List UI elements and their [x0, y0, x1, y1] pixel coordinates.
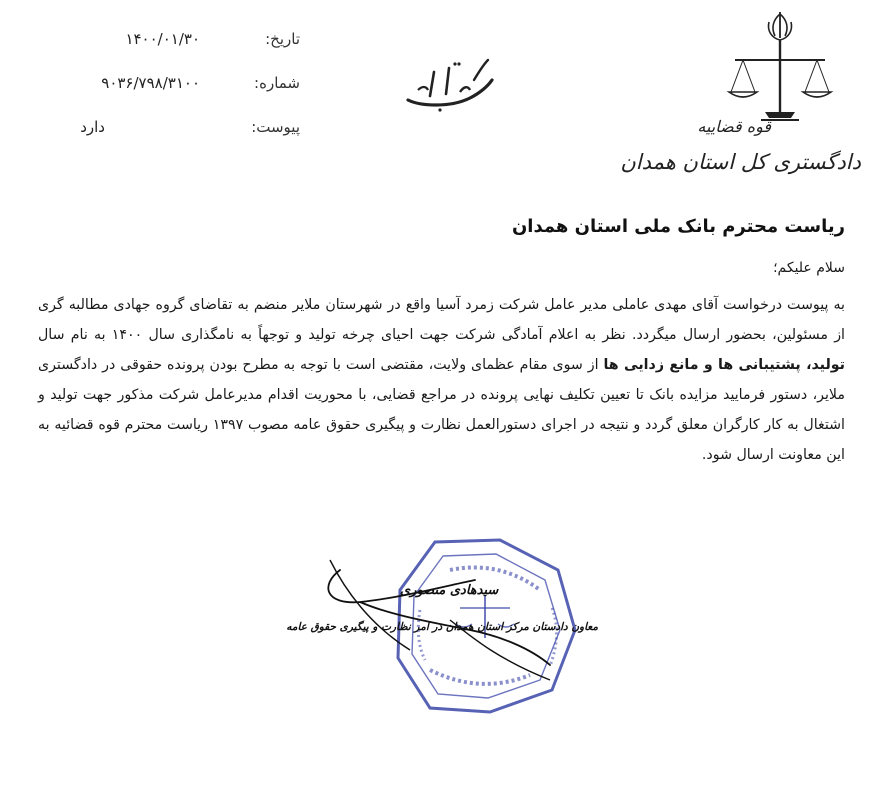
letter-meta [40, 30, 300, 162]
number-row [40, 74, 300, 118]
letter-body [38, 290, 845, 470]
signatory-title: معاون دادستان مرکز استان همدان در امر نظارت و پیگیری حقوق عامه [286, 621, 598, 633]
date-value: ۱۴۰۰/۰۱/۳۰ [125, 30, 200, 48]
number-value: ۹۰۳۶/۷۹۸/۳۱۰۰ [101, 74, 200, 92]
body-text-bold: تولید، پشتیبانی ها و مانع زدایی ها [603, 357, 845, 373]
org-name-judiciary: قوه قضاییه [697, 117, 771, 136]
attachment-value: دارد [80, 118, 105, 136]
signatory-name: سیدهادی منصوری [400, 583, 499, 598]
letter-greeting: سلام علیکم؛ [773, 260, 845, 276]
judiciary-emblem-icon [725, 8, 835, 128]
number-label: شماره: [254, 74, 300, 92]
letter-addressee: ریاست محترم بانک ملی استان همدان [511, 216, 845, 237]
body-text-part2: از سوی مقام عظمای ولایت، مقتضی است با توجه به مطرح بودن پرونده حقوقی در دادگستری ملایر، دستور فرمایید مزایده بانک تا تعیین تکلیف نهایی پرونده در مراجع قضایی، با محوریت اقدام مدیرعامل شرکت مذکور جهت تولید و اشتغال به کار کارگران معلق گردد و نتیجه در اجرای دستورالعمل نظارت و پیگیری حقوق عامه مصوب ۱۳۹۷ ریاست محترم قوه قضائیه به این معاونت ارسال شود. [38, 357, 845, 463]
date-row [40, 30, 300, 74]
org-name-court: دادگستری کل استان همدان [620, 150, 861, 174]
attachment-label: پیوست: [251, 118, 300, 136]
body-text-part1: به پیوست درخواست آقای مهدی عاملی مدیر عامل شرکت زمرد آسیا واقع در شهرستان ملایر منضم به تقاضای گروه جهادی مطالبه گری از مسئولین، بحضور ارسال میگردد. نظر به اعلام آمادگی شرکت جهت احیای چرخه تولید و توجهاً به نامگذاری سال ۱۴۰۰ به نام سال [38, 297, 845, 343]
basmala-calligraphy [400, 50, 500, 120]
attachment-row [40, 118, 300, 162]
date-label: تاریخ: [265, 30, 300, 48]
